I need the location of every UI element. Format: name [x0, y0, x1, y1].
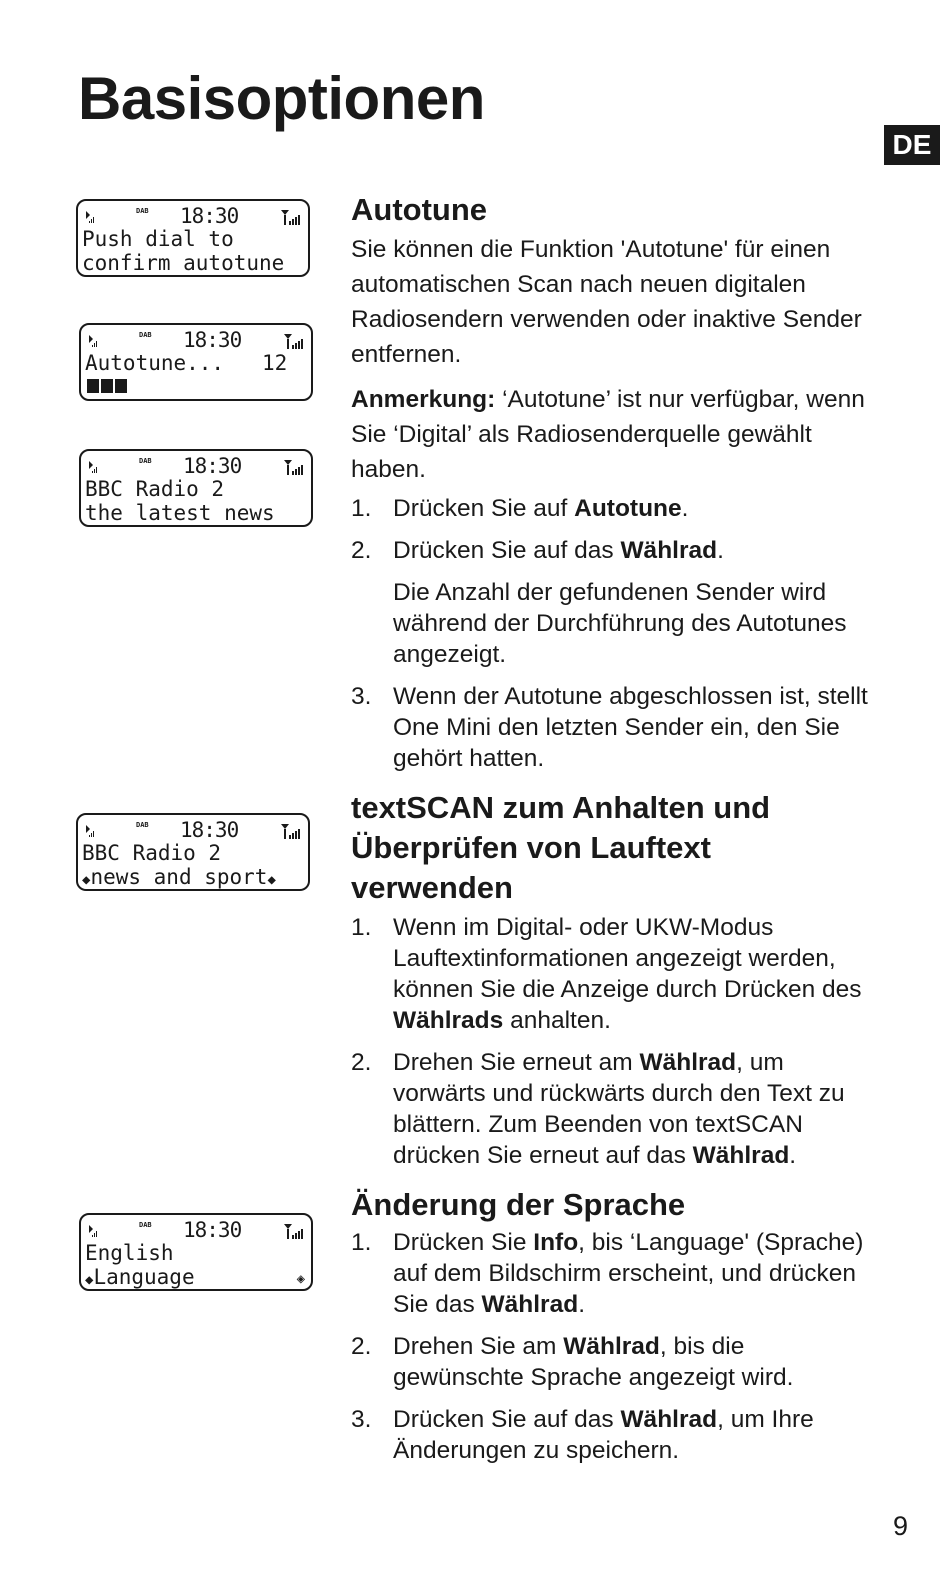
step-text: , um vorwärts und rückwärts durch den Text zu blättern. Zum Beenden von textSCAN drücken Sie erneut auf das: [393, 1049, 845, 1169]
autotune-heading: Autotune: [351, 192, 488, 227]
speaker-signal-icon: [84, 823, 98, 837]
antenna-signal-icon: [280, 209, 302, 225]
step-number: 3.: [351, 683, 372, 710]
step-bold: Wählrads: [393, 1007, 504, 1034]
step-bold: Wählrad: [620, 1406, 718, 1433]
lcd-clock: 18:30: [183, 454, 242, 478]
progress-block: [87, 379, 99, 393]
step-number: 2.: [351, 537, 372, 564]
textscan-steps: [351, 912, 881, 1171]
step-bold: Wählrad: [481, 1291, 579, 1318]
list-item: [351, 912, 881, 1036]
step-bold: Wählrad: [563, 1333, 660, 1360]
step-text: .: [717, 537, 724, 564]
main-content: [351, 190, 881, 1477]
lcd-clock: 18:30: [180, 818, 239, 842]
lcd-clock: 18:30: [180, 204, 239, 228]
lcd-line-2: the latest news: [85, 501, 275, 525]
dab-label: DAB: [136, 821, 149, 829]
lcd-line-2-scroll: [82, 865, 276, 892]
autotune-intro: Sie können die Funktion 'Autotune' für einen automatischen Scan nach neuen digitalen Radiosendern verwenden oder inaktive Sender entfernen.: [351, 236, 862, 368]
dab-label: DAB: [139, 1221, 152, 1229]
lcd-display-station: [79, 449, 313, 527]
step-text: , bis ‘Language' (Sprache) auf dem Bildschirm erscheint, und drücken Sie das: [393, 1229, 864, 1318]
autotune-steps: [351, 493, 881, 566]
step-text: .: [578, 1291, 585, 1318]
dab-label: DAB: [139, 331, 152, 339]
lcd-status-row: [87, 329, 305, 351]
textscan-heading: textSCAN zum Anhalten und Überprüfen von Lauftext verwenden: [351, 790, 771, 905]
lcd-clock: 18:30: [183, 1218, 242, 1242]
lcd-line-1: BBC Radio 2: [82, 841, 222, 865]
step-text: .: [681, 495, 689, 522]
autotune-steps-continued: [351, 681, 881, 774]
step-text: Drücken Sie auf das: [393, 537, 621, 564]
step-text: , um Ihre Änderungen zu speichern.: [393, 1406, 814, 1464]
autotune-note: [351, 382, 881, 487]
lcd-display-autotune: [79, 323, 313, 401]
scroll-left-arrow-icon: ◆: [82, 872, 91, 888]
scroll-left-arrow-icon: ◆: [85, 1272, 94, 1288]
lcd-status-row: [84, 819, 302, 841]
lcd-status-row: [87, 1219, 305, 1241]
step-text: Wenn der Autotune abgeschlossen ist, stellt One Mini den letzten Sender ein, den Sie gehört hatten.: [393, 683, 868, 772]
list-item: [351, 1227, 881, 1320]
lcd-line-1: English: [85, 1241, 174, 1265]
page-number: 9: [893, 1511, 909, 1541]
up-down-arrow-icon: ◈: [296, 1271, 305, 1287]
lcd-line-1: Autotune... 12: [85, 351, 288, 375]
step-text: Wenn im Digital- oder UKW-Modus Lauftextinformationen angezeigt werden, können Sie die Anzeige durch Drücken des: [393, 914, 862, 1003]
lcd-display-push-dial: [76, 199, 310, 277]
language-badge: DE: [884, 125, 940, 165]
lcd-line-1: Push dial to: [82, 227, 234, 251]
lcd-line-1: BBC Radio 2: [85, 477, 225, 501]
lcd-line-2: confirm autotune: [82, 251, 285, 275]
step-text: .: [789, 1142, 797, 1169]
scroll-right-arrow-icon: ◆: [267, 872, 276, 888]
antenna-signal-icon: [283, 1223, 305, 1239]
step-number: 2.: [351, 1333, 372, 1360]
antenna-signal-icon: [280, 823, 302, 839]
step-bold: Wählrad: [639, 1049, 737, 1076]
speaker-signal-icon: [87, 333, 101, 347]
step-text: anhalten.: [503, 1007, 611, 1034]
list-item: [351, 681, 881, 774]
step-text: Drehen Sie am: [393, 1333, 564, 1360]
speaker-signal-icon: [84, 209, 98, 223]
step-bold: Info: [533, 1229, 579, 1256]
antenna-signal-icon: [283, 459, 305, 475]
step-text: Drücken Sie: [393, 1229, 534, 1256]
dab-label: DAB: [139, 457, 152, 465]
step-number: 3.: [351, 1406, 372, 1433]
list-item: [351, 535, 881, 566]
list-item: [351, 1331, 881, 1393]
step-bold: Autotune: [574, 495, 682, 522]
lcd-status-row: [87, 455, 305, 477]
speaker-signal-icon: [87, 1223, 101, 1237]
lcd-display-textscan: [76, 813, 310, 891]
step-2-note: Die Anzahl der gefundenen Sender wird während der Durchführung des Autotunes angezeigt.: [393, 579, 847, 668]
step-text: , bis die gewünschte Sprache angezeigt wird.: [393, 1333, 794, 1391]
language-steps: [351, 1227, 881, 1466]
progress-block: [101, 379, 113, 393]
autotune-progress-bar: [87, 379, 127, 393]
lcd-line-2-text: Language: [93, 1265, 195, 1289]
list-item: [351, 1404, 881, 1466]
step-number: 2.: [351, 1049, 372, 1076]
step-bold: Wählrad: [692, 1142, 790, 1169]
lcd-line-2-scroll: [85, 1265, 195, 1292]
section-textscan: [351, 788, 881, 1171]
language-heading: Änderung der Sprache: [351, 1187, 686, 1222]
list-item: [351, 493, 881, 524]
step-number: 1.: [351, 914, 372, 941]
dab-label: DAB: [136, 207, 149, 215]
note-label: Anmerkung:: [351, 386, 496, 413]
page-title: Basisoptionen: [78, 65, 485, 132]
lcd-clock: 18:30: [183, 328, 242, 352]
section-language: [351, 1185, 881, 1466]
step-text: Drücken Sie auf das: [393, 1406, 621, 1433]
lcd-status-row: [84, 205, 302, 227]
antenna-signal-icon: [283, 333, 305, 349]
list-item: [351, 1047, 881, 1171]
step-number: 1.: [351, 495, 372, 522]
lcd-line-2-text: news and sport: [90, 865, 268, 889]
step-text: Drehen Sie erneut am: [393, 1049, 640, 1076]
note-text: ‘Autotune’ ist nur verfügbar, wenn Sie ‘Digital’ als Radiosenderquelle gewählt haben.: [351, 386, 865, 483]
section-autotune: [351, 190, 881, 774]
step-number: 1.: [351, 1229, 372, 1256]
step-bold: Wählrad: [620, 537, 718, 564]
step-text: Drücken Sie auf: [393, 495, 575, 522]
speaker-signal-icon: [87, 459, 101, 473]
progress-block: [115, 379, 127, 393]
lcd-display-language: [79, 1213, 313, 1291]
